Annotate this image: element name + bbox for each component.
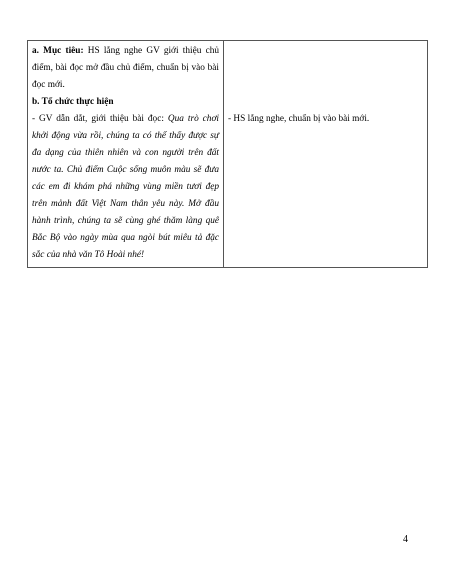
intro-italic-text: Qua trò chơi khởi động vừa rồi, chúng ta có thể thấy được sự đa dạng của thiên nhiên và con người trên đất nước ta. Chủ điểm Cuộc sống muôn màu sẽ đưa các em đi khám phá những vùng miền tươi đẹp trên mảnh đất Việt Nam thân yêu này. Mở đầu hành trình, chúng ta sẽ cùng ghé thăm làng quê Bắc Bộ vào ngày mùa qua ngòi bút miêu tả đặc sắc của nhà văn Tô Hoài nhé!	[32, 114, 220, 260]
student-activity-text: - HS lắng nghe, chuẩn bị vào bài mới.	[228, 114, 370, 124]
teacher-activity-cell	[28, 41, 224, 268]
lesson-plan-table	[27, 40, 428, 268]
organization-heading: b. Tổ chức thực hiện	[32, 97, 114, 107]
goal-paragraph	[32, 43, 219, 94]
intro-lead: - GV dẫn dắt, giới thiệu bài đọc:	[32, 114, 168, 124]
table-row	[28, 41, 428, 268]
page-number: 4	[403, 534, 408, 545]
goal-label: a. Mục tiêu:	[32, 46, 84, 56]
student-activity-cell	[224, 41, 428, 268]
goal-text: HS lắng nghe GV giới thiệu chủ điểm, bài đọc mở đầu chủ điểm, chuẩn bị vào bài đọc mới.	[32, 46, 219, 90]
intro-paragraph	[32, 111, 219, 264]
